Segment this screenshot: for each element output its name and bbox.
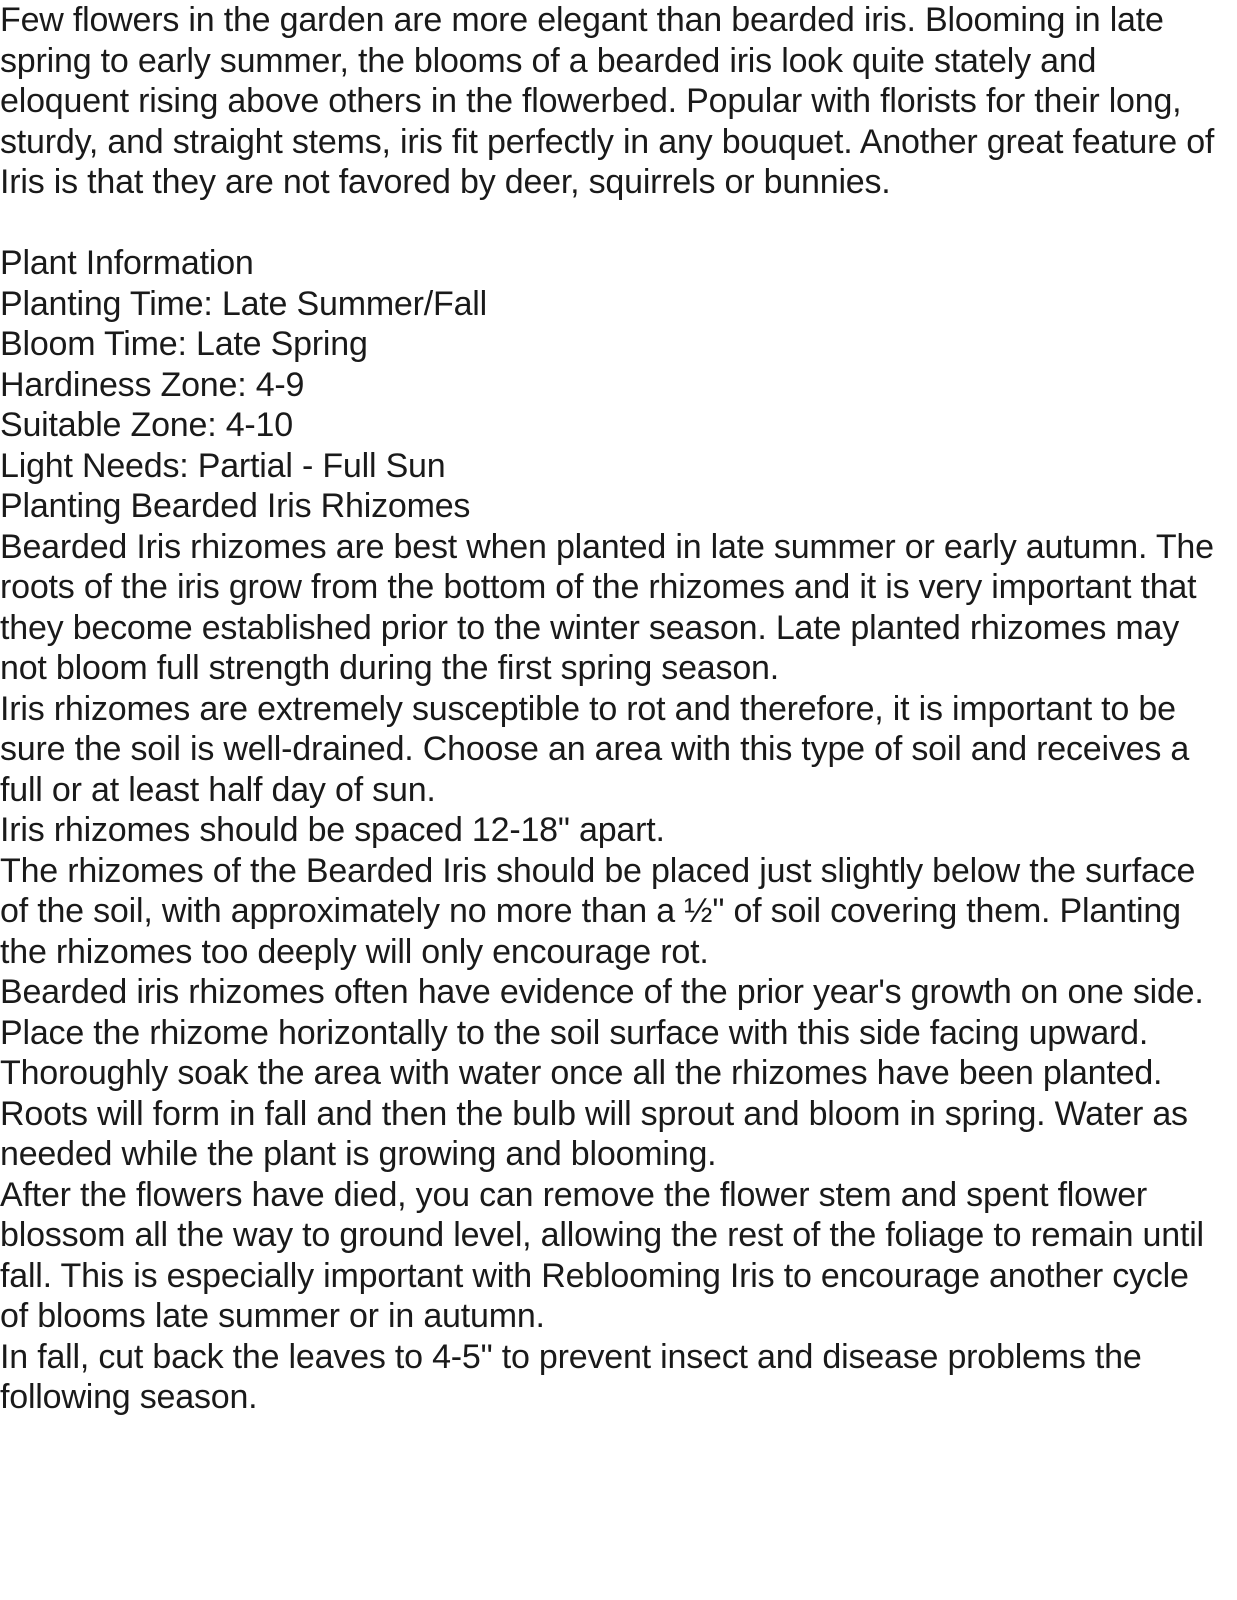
bloom-time: Bloom Time: Late Spring (0, 325, 368, 363)
plant-info-heading: Plant Information (0, 244, 254, 282)
planting-paragraph: In fall, cut back the leaves to 4-5" to prevent insect and disease problems the following season. (0, 1337, 1142, 1416)
planting-heading: Planting Bearded Iris Rhizomes (0, 487, 471, 525)
light-needs: Light Needs: Partial - Full Sun (0, 446, 446, 485)
suitable-zone: Suitable Zone: 4-10 (0, 406, 293, 444)
planting-paragraph: Thoroughly soak the area with water once all the rhizomes have been planted. Roots will form in fall and then the bulb will sprout and bloom in spring. Water as needed while the plant is growing and blooming. (0, 1054, 1188, 1173)
planting-paragraph: The rhizomes of the Bearded Iris should be placed just slightly below the surface of the soil, with approximately no more than a ½" of soil covering them. Planting the rhizomes too deeply will only encourage rot. (0, 851, 1196, 971)
planting-paragraph: Bearded iris rhizomes often have evidence of the prior year's growth on one side. Place the rhizome horizontally to the soil surface with this side facing upward. (0, 973, 1204, 1052)
planting-time: Planting Time: Late Summer/Fall (0, 284, 487, 323)
intro-paragraph: Few flowers in the garden are more elegant than bearded iris. Blooming in late spring to early summer, the blooms of a bearded iris look quite stately and eloquent rising above others in the flowerbed. Popular with florists for their long, sturdy, and straight stems, iris fit perfectly in any bouquet. Another great feature of Iris is that they are not favored by deer, squirrels or bunnies. (0, 1, 1215, 201)
planting-paragraph: Iris rhizomes should be spaced 12-18" apart. (0, 811, 665, 849)
planting-paragraph: After the flowers have died, you can remove the flower stem and spent flower blossom all the way to ground level, allowing the rest of the foliage to remain until fall. This is especially important with Reblooming Iris to encourage another cycle of blooms late summer or in autumn. (0, 1175, 1204, 1335)
planting-paragraph: Iris rhizomes are extremely susceptible to rot and therefore, it is important to be sure the soil is well-drained. Choose an area with this type of soil and receives a full or at least half day of sun. (0, 689, 1190, 809)
hardiness-zone: Hardiness Zone: 4-9 (0, 365, 305, 404)
paragraph-spacer (0, 203, 1221, 244)
planting-paragraph: Bearded Iris rhizomes are best when planted in late summer or early autumn. The roots of the iris grow from the bottom of the rhizomes and it is very important that they become established prior to the winter season. Late planted rhizomes may not bloom full strength during the first spring season. (0, 527, 1214, 687)
